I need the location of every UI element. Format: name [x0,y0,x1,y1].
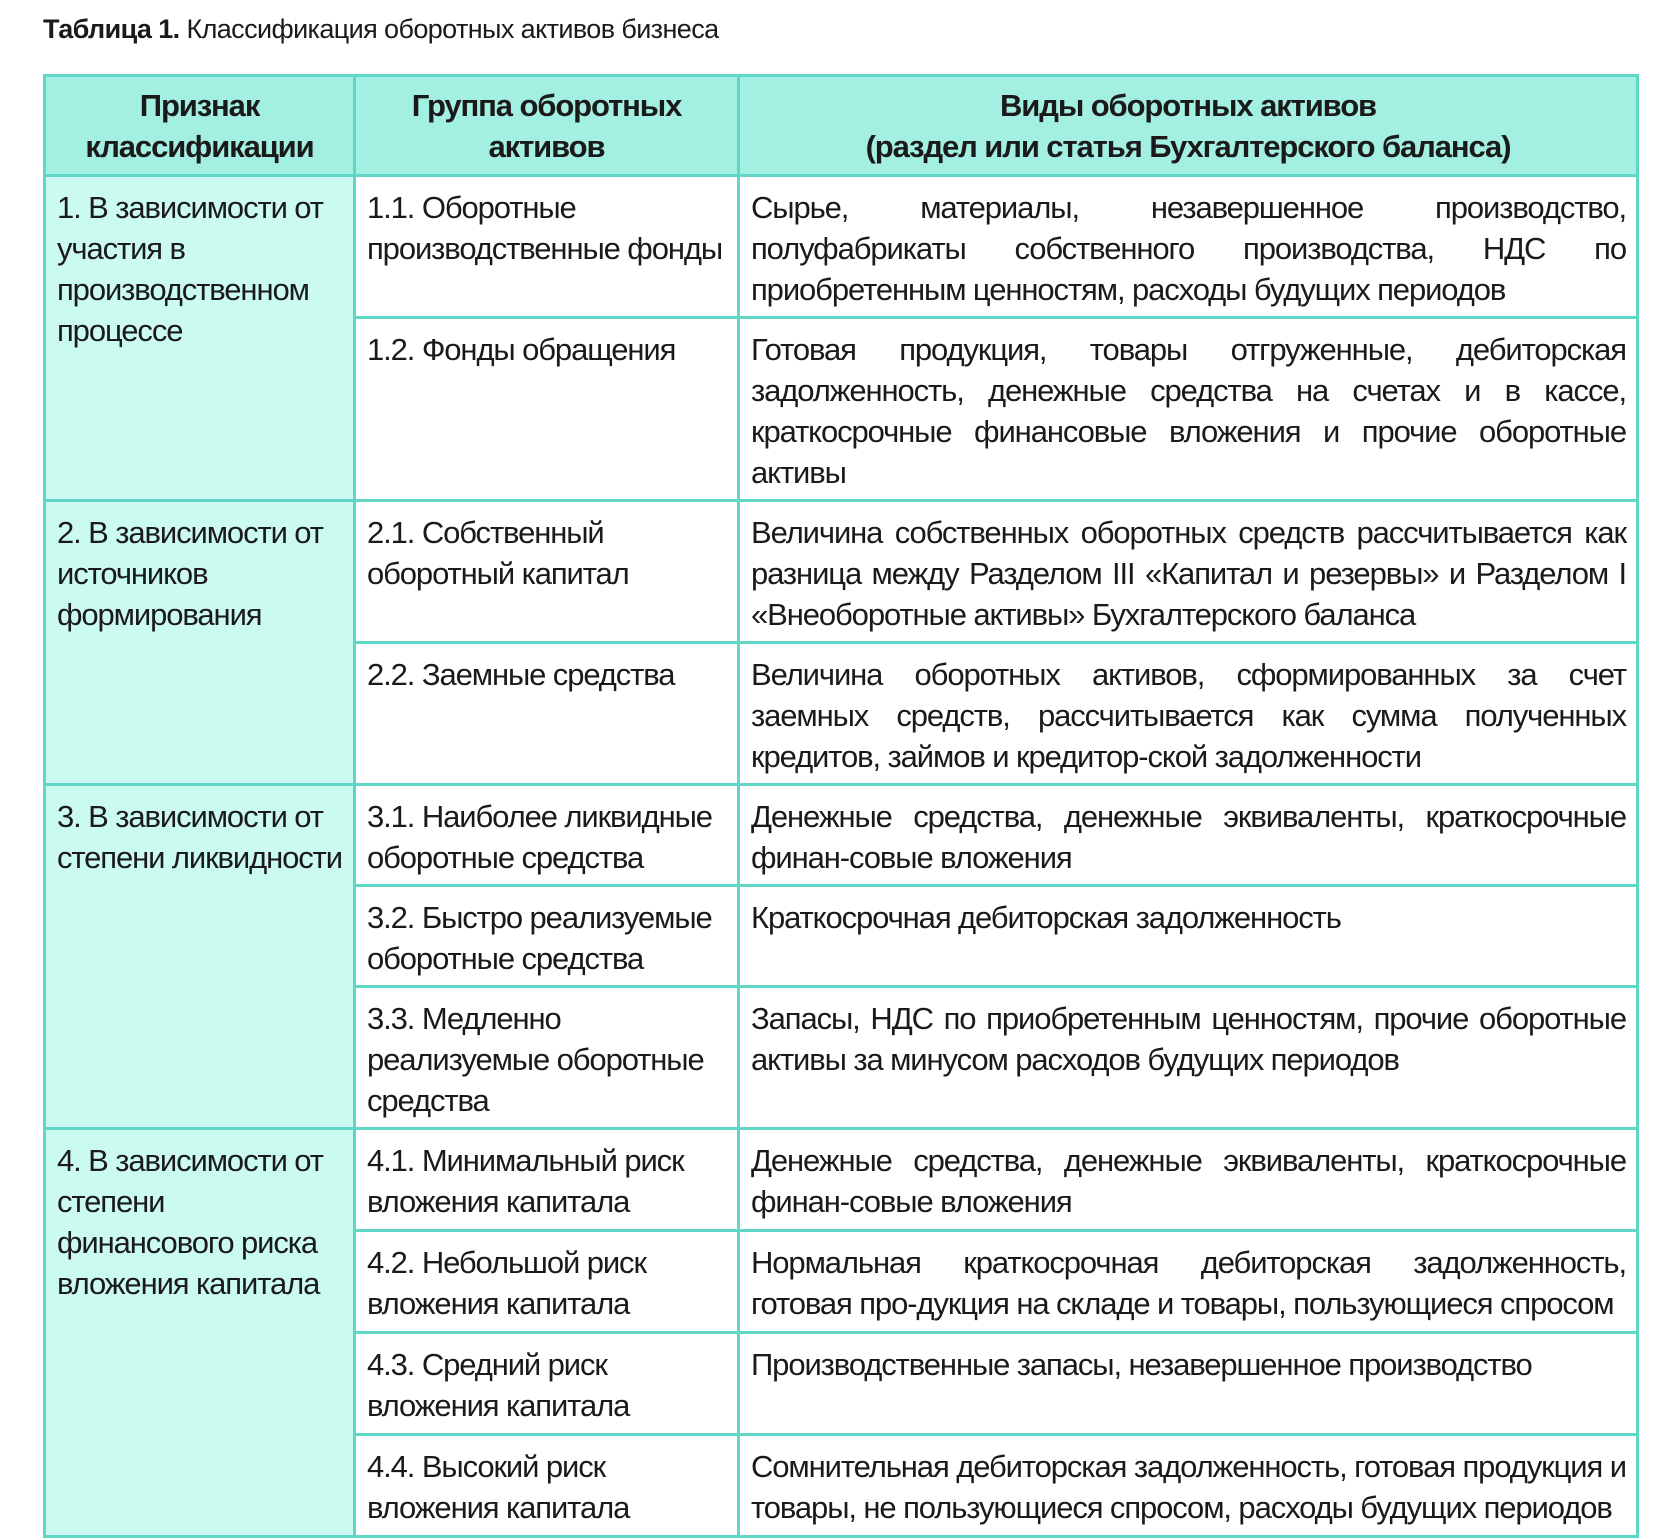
header-group: Группа оборотных активов [355,76,739,176]
table-row [45,501,1638,643]
table-caption [43,14,719,45]
criterion-cell: 2. В зависимости от источников формирования [45,501,355,785]
kinds-cell [739,176,1638,318]
criterion-cell: 4. В зависимости от степени финансового риска вложения капитала [45,1129,355,1537]
header-kinds-line1: Виды оборотных активов [1000,87,1376,123]
group-cell: 3.3. Медленно реализуемые оборотные средства [355,987,739,1129]
kinds-text: Сомнительная дебиторская задолженность, готовая продукция и товары, не пользующиеся спросом, расходы будущих периодов [751,1449,1626,1525]
kinds-cell [739,318,1638,501]
kinds-text: Величина собственных оборотных средств рассчитывается как разница между Разделом III «Капитал и резервы» и Разделом I «Внеоборотные активы» Бухгалтерского баланса [751,515,1626,632]
kinds-cell [739,785,1638,886]
group-cell: 1.2. Фонды обращения [355,318,739,501]
group-cell: 2.1. Собственный оборотный капитал [355,501,739,643]
kinds-cell [739,886,1638,987]
kinds-text: Величина оборотных активов, сформированных за счет заемных средств, рассчитывается как сумма полученных кредитов, займов и кредитор-ской задолженности [751,657,1626,774]
kinds-text: Денежные средства, денежные эквиваленты, краткосрочные финан-совые вложения [751,1143,1626,1219]
group-cell: 4.4. Высокий риск вложения капитала [355,1435,739,1537]
group-cell: 4.1. Минимальный риск вложения капитала [355,1129,739,1231]
header-kinds [739,76,1638,176]
group-cell: 1.1. Оборотные производственные фонды [355,176,739,318]
criterion-cell: 1. В зависимости от участия в производственном процессе [45,176,355,501]
kinds-cell [739,643,1638,785]
caption-text: Классификация оборотных активов бизнеса [186,14,719,44]
kinds-cell [739,1129,1638,1231]
header-criterion: Признак классификации [45,76,355,176]
kinds-text: Краткосрочная дебиторская задолженность [751,900,1341,935]
kinds-text: Сырье, материалы, незавершенное производство, полуфабрикаты собственного производства, НДС по приобретенным ценностям, расходы будущих периодов [751,190,1626,307]
table-row [45,785,1638,886]
kinds-cell [739,1435,1638,1537]
kinds-text: Запасы, НДС по приобретенным ценностям, прочие оборотные активы за минусом расходов будущих периодов [751,1001,1626,1077]
classification-table [43,74,1639,1538]
kinds-text: Денежные средства, денежные эквиваленты, краткосрочные финан-совые вложения [751,799,1626,875]
group-cell: 4.2. Небольшой риск вложения капитала [355,1231,739,1333]
group-cell: 4.3. Средний риск вложения капитала [355,1333,739,1435]
kinds-cell [739,1333,1638,1435]
header-row [45,76,1638,176]
kinds-text: Нормальная краткосрочная дебиторская задолженность, готовая про-дукция на складе и товары, пользующиеся спросом [751,1245,1626,1321]
caption-label: Таблица 1. [43,14,180,44]
group-cell: 3.2. Быстро реализуемые оборотные средства [355,886,739,987]
kinds-text: Готовая продукция, товары отгруженные, дебиторская задолженность, денежные средства на счетах и в кассе, краткосрочные финансовые вложения и прочие оборотные активы [751,332,1626,490]
header-kinds-line2: (раздел или статья Бухгалтерского баланса) [865,128,1511,164]
group-cell: 3.1. Наиболее ликвидные оборотные средства [355,785,739,886]
table-row [45,1129,1638,1231]
kinds-text: Производственные запасы, незавершенное производство [751,1347,1532,1382]
kinds-cell [739,987,1638,1129]
kinds-cell [739,1231,1638,1333]
group-cell: 2.2. Заемные средства [355,643,739,785]
criterion-cell: 3. В зависимости от степени ликвидности [45,785,355,1129]
kinds-cell [739,501,1638,643]
table-row [45,176,1638,318]
